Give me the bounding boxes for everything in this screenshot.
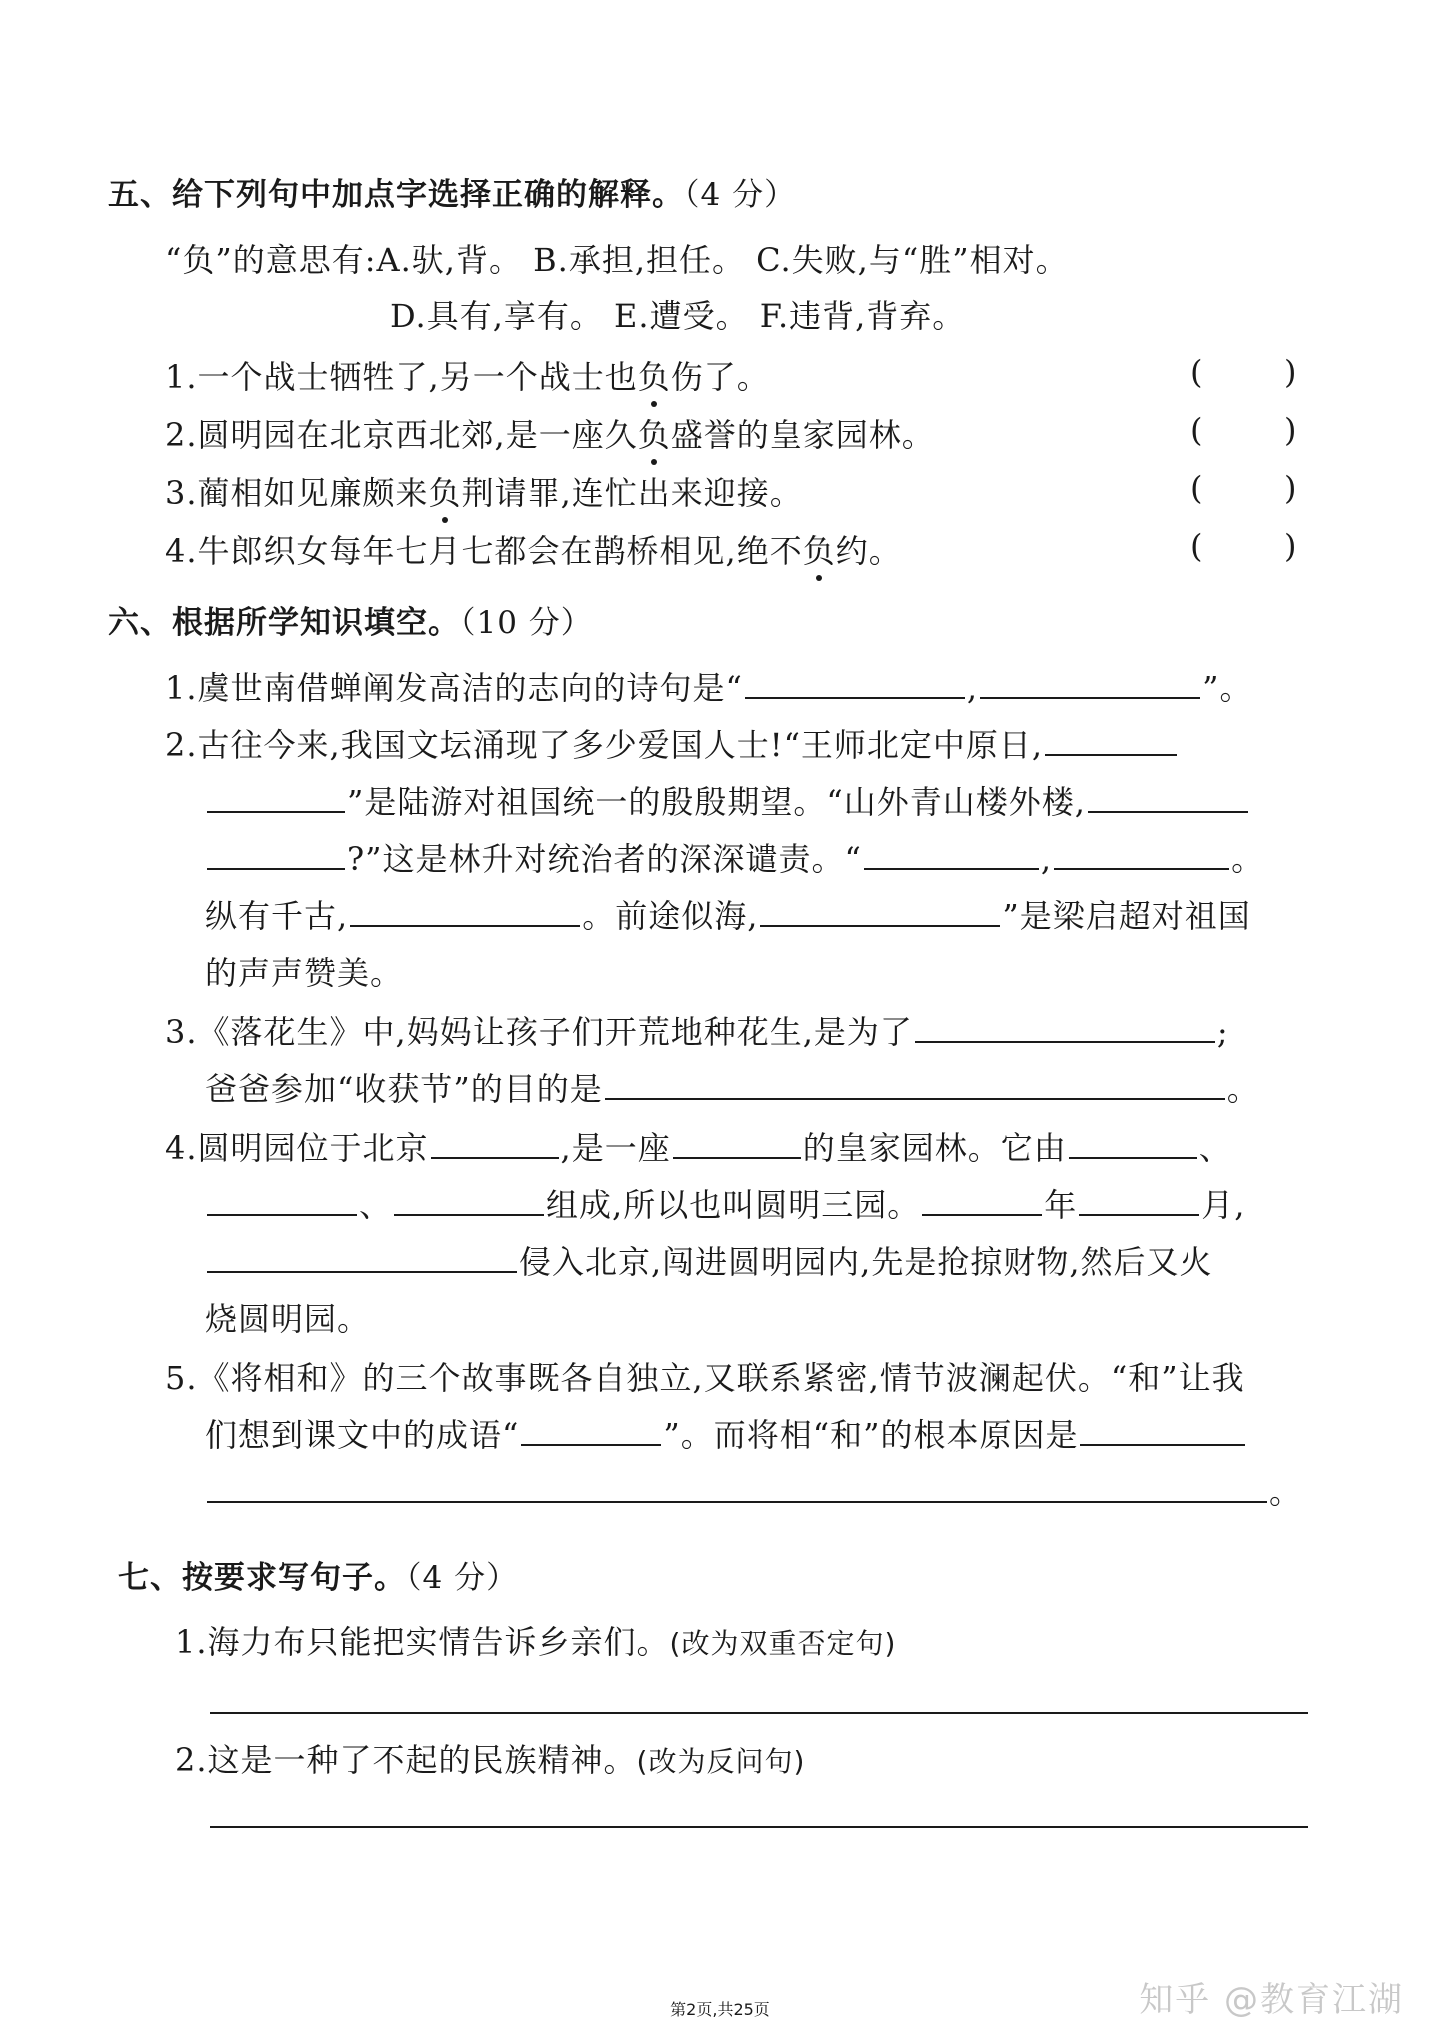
section-5-heading bbox=[108, 173, 796, 217]
page-number-footer: 第2页,共25页 bbox=[670, 2000, 770, 2019]
answer-paren-open-3: ( bbox=[1190, 469, 1203, 507]
section-5-question-4: 4.牛郎织女每年七月七都会在鹊桥相见,绝不负约。 bbox=[165, 529, 902, 573]
section-6-question-4-line-1: 4.圆明园位于北京 ,是一座 的皇家园林。它由 、 bbox=[165, 1129, 1232, 1167]
section-6-question-2-line-5: 的声声赞美。 bbox=[205, 954, 404, 992]
fill-blank[interactable] bbox=[1054, 838, 1229, 870]
dotted-char: 负 bbox=[803, 529, 836, 573]
answer-paren-close-4: ) bbox=[1284, 527, 1297, 565]
answer-line-7-2[interactable] bbox=[210, 1826, 1308, 1828]
fill-blank[interactable] bbox=[760, 895, 1000, 927]
section-6-heading bbox=[108, 601, 593, 645]
section-7-question-1: 1.海力布只能把实情告诉乡亲们。(改为双重否定句) bbox=[175, 1623, 897, 1661]
fill-blank[interactable] bbox=[521, 1414, 661, 1446]
section-7-question-2-hint: (改为反问句) bbox=[636, 1745, 806, 1778]
fill-blank[interactable] bbox=[207, 781, 345, 813]
section-6-question-1: 1.虞世南借蝉阐发高洁的志向的诗句是“ , ”。 bbox=[165, 669, 1253, 707]
section-6-points: （10 分） bbox=[460, 605, 593, 641]
section-5-points: （4 分） bbox=[684, 177, 797, 213]
answer-line-7-1[interactable] bbox=[210, 1712, 1308, 1714]
answer-paren-close-3: ) bbox=[1284, 469, 1297, 507]
fill-blank[interactable] bbox=[1088, 781, 1248, 813]
answer-paren-close-2: ) bbox=[1284, 411, 1297, 449]
fill-blank[interactable] bbox=[922, 1184, 1042, 1216]
section-6-question-4-line-2: 、 组成,所以也叫圆明三园。 年 月, bbox=[205, 1183, 1245, 1227]
section-7-question-1-hint: (改为双重否定句) bbox=[669, 1627, 897, 1660]
fill-blank[interactable] bbox=[431, 1127, 559, 1159]
section-6-title: 六、根据所学知识填空。 bbox=[108, 605, 460, 641]
fill-blank[interactable] bbox=[605, 1068, 1225, 1100]
section-6-question-4-line-4: 烧圆明园。 bbox=[205, 1300, 371, 1338]
section-6-question-4-line-3: 侵入北京,闯进圆明园内,先是抢掠财物,然后又火 bbox=[205, 1240, 1213, 1284]
fill-blank[interactable] bbox=[1080, 1414, 1245, 1446]
dotted-char: 负 bbox=[638, 413, 671, 457]
section-6-question-5-line-3: 。 bbox=[205, 1470, 1302, 1514]
section-5-title: 五、给下列句中加点字选择正确的解释。 bbox=[108, 177, 684, 213]
section-6-question-5-line-1: 5.《将相和》的三个故事既各自独立,又联系紧密,情节波澜起伏。“和”让我 bbox=[165, 1359, 1245, 1397]
fill-blank[interactable] bbox=[207, 838, 345, 870]
fill-blank[interactable] bbox=[864, 838, 1039, 870]
fill-blank[interactable] bbox=[1069, 1127, 1197, 1159]
section-7-title: 七、按要求写句子。 bbox=[118, 1560, 406, 1596]
section-5-meaning-list: “负”的意思有:A.驮,背。 B.承担,担任。 C.失败,与“胜”相对。 bbox=[165, 241, 1069, 279]
section-7-points: （4 分） bbox=[406, 1560, 519, 1596]
section-5-question-2: 2.圆明园在北京西北郊,是一座久负盛誉的皇家园林。 bbox=[165, 413, 935, 457]
watermark: 知乎 @教育江湖 bbox=[1139, 1980, 1404, 2020]
fill-blank[interactable] bbox=[1079, 1184, 1199, 1216]
section-5-question-1: 1.一个战士牺牲了,另一个战士也负伤了。 bbox=[165, 355, 770, 399]
fill-blank[interactable] bbox=[1045, 724, 1177, 756]
section-6-question-2-line-1: 2.古往今来,我国文坛涌现了多少爱国人士!“王师北定中原日, bbox=[165, 723, 1179, 767]
dotted-char: 负 bbox=[638, 355, 671, 399]
answer-paren-open-1: ( bbox=[1190, 353, 1203, 391]
fill-blank[interactable] bbox=[980, 667, 1200, 699]
fill-blank[interactable] bbox=[394, 1184, 544, 1216]
answer-paren-close-1: ) bbox=[1284, 353, 1297, 391]
answer-paren-open-4: ( bbox=[1190, 527, 1203, 565]
section-6-question-3-line-2: 爸爸参加“收获节”的目的是 。 bbox=[205, 1070, 1260, 1108]
section-6-question-2-line-3: ?”这是林升对统治者的深深谴责。“ , 。 bbox=[205, 837, 1264, 881]
section-5-question-3: 3.蔺相如见廉颇来负荆请罪,连忙出来迎接。 bbox=[165, 471, 803, 515]
dotted-char: 负 bbox=[429, 471, 462, 515]
section-7-heading bbox=[118, 1556, 518, 1600]
fill-blank[interactable] bbox=[350, 895, 580, 927]
section-6-question-3-line-1: 3.《落花生》中,妈妈让孩子们开荒地种花生,是为了 ; bbox=[165, 1013, 1229, 1051]
fill-blank[interactable] bbox=[207, 1184, 357, 1216]
fill-blank[interactable] bbox=[915, 1011, 1215, 1043]
fill-blank[interactable] bbox=[745, 667, 965, 699]
section-5-meaning-list-cont: D.具有,享有。 E.遭受。 F.违背,背弃。 bbox=[390, 297, 966, 335]
answer-paren-open-2: ( bbox=[1190, 411, 1203, 449]
section-6-question-2-line-2: ”是陆游对祖国统一的殷殷期望。“山外青山楼外楼, bbox=[205, 780, 1250, 824]
section-6-question-2-line-4: 纵有千古, 。前途似海, ”是梁启超对祖国 bbox=[205, 897, 1251, 935]
fill-blank[interactable] bbox=[207, 1241, 517, 1273]
section-7-question-2: 2.这是一种了不起的民族精神。(改为反问句) bbox=[175, 1741, 806, 1779]
fill-blank[interactable] bbox=[207, 1471, 1267, 1503]
section-6-question-5-line-2: 们想到课文中的成语“ ”。而将相“和”的根本原因是 bbox=[205, 1413, 1247, 1457]
fill-blank[interactable] bbox=[673, 1127, 801, 1159]
